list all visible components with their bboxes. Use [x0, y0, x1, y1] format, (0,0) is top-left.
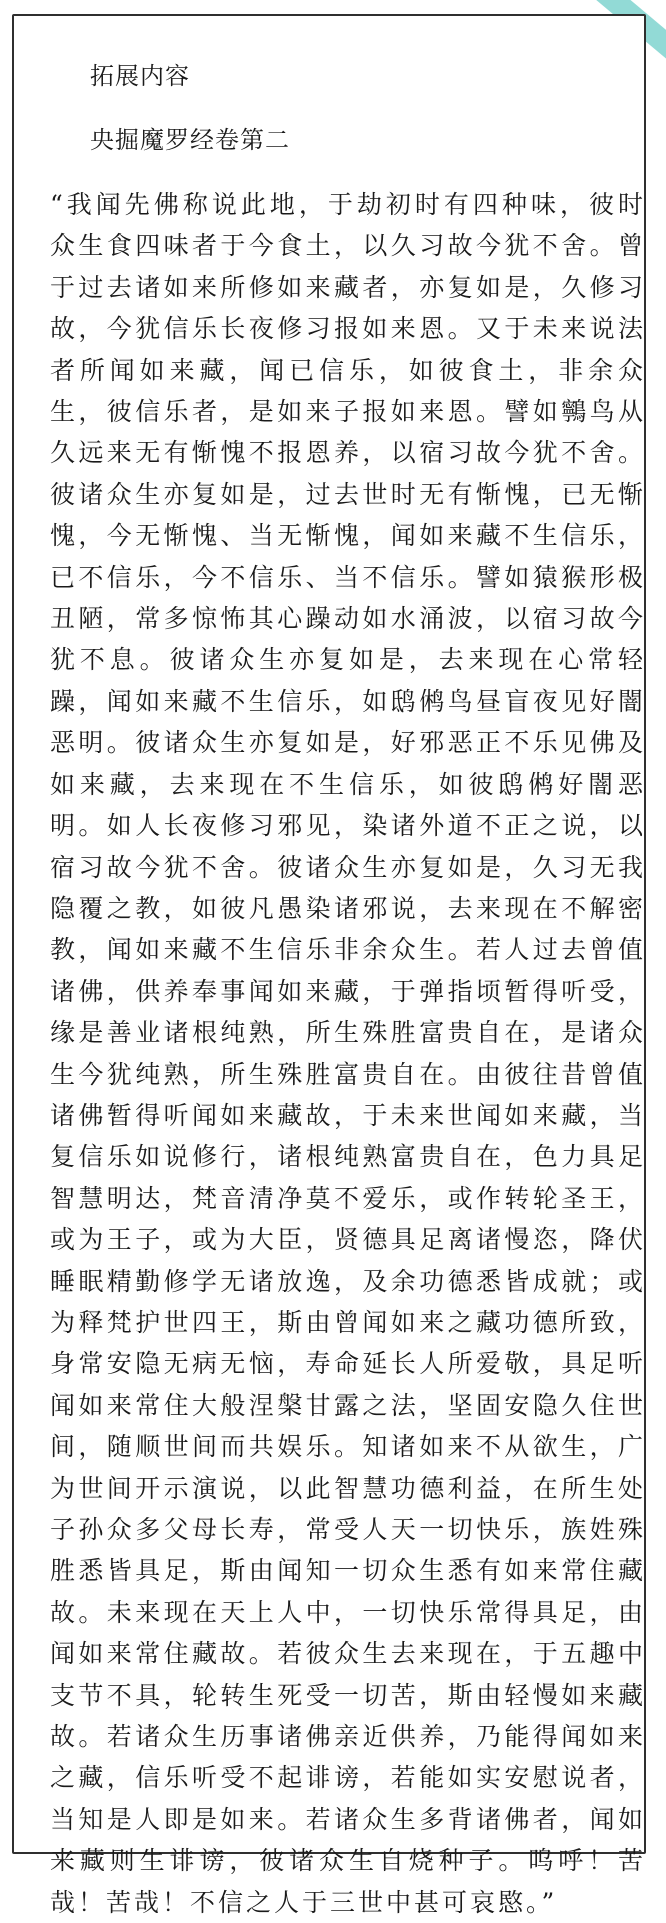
content-card — [12, 14, 646, 1917]
section-label: 拓展内容 — [90, 62, 190, 90]
sutra-passage: “我闻先佛称说此地，于劫初时有四种味，彼时众生食四味者于今食土，以久习故今犹不舍。曾于过去诸如来所修如来藏者，亦复如是，久修习故，今犹信乐长夜修习报如来恩。又于未来说法者所闻如来藏，闻已信乐，如彼食土，非余众生，彼信乐者，是如来子报如来恩。譬如鸋鸟从久远来无有惭愧不报恩养，以宿习故今犹不舍。彼诸众生亦复如是，过去世时无有惭愧，已无惭愧，今无惭愧、当无惭愧，闻如来藏不生信乐，已不信乐，今不信乐、当不信乐。譬如猿猴形极丑陋，常多惊怖其心躁动如水涌波，以宿习故今犹不息。彼诸众生亦复如是，去来现在心常轻躁，闻如来藏不生信乐，如鸱鸺鸟昼盲夜见好闇恶明。彼诸众生亦复如是，好邪恶正不乐见佛及如来藏，去来现在不生信乐，如彼鸱鸺好闇恶明。如人长夜修习邪见，染诸外道不正之说，以宿习故今犹不舍。彼诸众生亦复如是，久习无我隐覆之教，如彼凡愚染诸邪说，去来现在不解密教，闻如来藏不生信乐非余众生。若人过去曾值诸佛，供养奉事闻如来藏，于弹指顷暂得听受，缘是善业诸根纯熟，所生殊胜富贵自在，是诸众生今犹纯熟，所生殊胜富贵自在。由彼往昔曾值诸佛暂得听闻如来藏故，于未来世闻如来藏，当复信乐如说修行，诸根纯熟富贵自在，色力具足智慧明达，梵音清净莫不爱乐，或作转轮圣王，或为王子，或为大臣，贤德具足离诸慢恣，降伏睡眠精勤修学无诸放逸，及余功德悉皆成就；或为释梵护世四王，斯由曾闻如来之藏功德所致，身常安隐无病无恼，寿命延长人所爱敬，具足听闻如来常住大般涅槃甘露之法，坚固安隐久住世间，随顺世间而共娱乐。知诸如来不从欲生，广为世间开示演说，以此智慧功德利益，在所生处子孙众多父母长寿，常受人天一切快乐，族姓殊胜悉皆具足，斯由闻知一切众生悉有如来常住藏故。未来现在天上人中，一切快乐常得具足，由闻如来常住藏故。若彼众生去来现在，于五趣中支节不具，轮转生死受一切苦，斯由轻慢如来藏故。若诸众生历事诸佛亲近供养，乃能得闻如来之藏，信乐听受不起诽谤，若能如实安慰说者，当知是人即是如来。若诸众生多背诸佛者，闻如来藏则生诽谤，彼诸众生自烧种子。呜呼！苦哉！苦哉！不信之人于三世中甚可哀愍。” — [50, 190, 646, 1917]
sutra-title: 央掘魔罗经卷第二 — [90, 126, 290, 154]
